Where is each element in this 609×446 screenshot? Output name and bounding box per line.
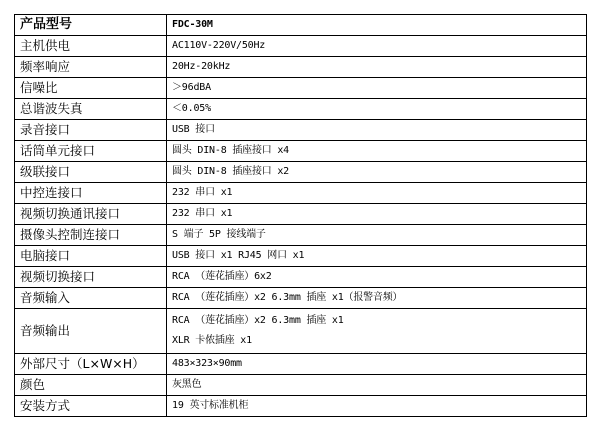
table-row-audio-output <box>15 309 587 354</box>
row-value-multiline <box>167 309 587 354</box>
row-label: 视频切换接口 <box>15 267 167 288</box>
row-value: ＞96dBA <box>167 78 587 99</box>
row-label: 录音接口 <box>15 120 167 141</box>
table-row <box>15 57 587 78</box>
row-value: USB 接口 x1 RJ45 网口 x1 <box>167 246 587 267</box>
table-row <box>15 225 587 246</box>
row-value: 232 串口 x1 <box>167 204 587 225</box>
table-row <box>15 204 587 225</box>
table-row <box>15 183 587 204</box>
row-value: 232 串口 x1 <box>167 183 587 204</box>
header-value: FDC-30M <box>167 15 587 36</box>
row-value: ＜0.05% <box>167 99 587 120</box>
row-label: 外部尺寸（L×W×H） <box>15 354 167 375</box>
table-row <box>15 396 587 417</box>
header-row <box>15 15 587 36</box>
row-label: 信噪比 <box>15 78 167 99</box>
table-row <box>15 288 587 309</box>
table-row <box>15 141 587 162</box>
row-label: 音频输入 <box>15 288 167 309</box>
row-label: 频率响应 <box>15 57 167 78</box>
row-value: RCA （莲花插座）6x2 <box>167 267 587 288</box>
table-row <box>15 99 587 120</box>
spec-table <box>14 14 587 417</box>
row-label: 音频输出 <box>15 309 167 354</box>
row-value: 20Hz-20kHz <box>167 57 587 78</box>
table-row <box>15 267 587 288</box>
row-label: 级联接口 <box>15 162 167 183</box>
table-row <box>15 375 587 396</box>
row-value: S 端子 5P 接线端子 <box>167 225 587 246</box>
row-value: 圆头 DIN-8 插座接口 x2 <box>167 162 587 183</box>
table-row <box>15 78 587 99</box>
row-value: 483×323×90mm <box>167 354 587 375</box>
table-row <box>15 162 587 183</box>
row-label: 视频切换通讯接口 <box>15 204 167 225</box>
row-value: 灰黑色 <box>167 375 587 396</box>
row-label: 电脑接口 <box>15 246 167 267</box>
row-label: 颜色 <box>15 375 167 396</box>
table-row <box>15 246 587 267</box>
table-row <box>15 120 587 141</box>
row-value: 19 英寸标准机柜 <box>167 396 587 417</box>
row-label: 总谐波失真 <box>15 99 167 120</box>
row-label: 主机供电 <box>15 36 167 57</box>
row-label: 中控连接口 <box>15 183 167 204</box>
row-label: 话筒单元接口 <box>15 141 167 162</box>
row-value-line: XLR 卡侬插座 x1 <box>172 335 252 346</box>
row-label: 摄像头控制连接口 <box>15 225 167 246</box>
row-value: 圆头 DIN-8 插座接口 x4 <box>167 141 587 162</box>
row-value: RCA （莲花插座）x2 6.3mm 插座 x1（报警音频） <box>167 288 587 309</box>
header-label: 产品型号 <box>15 15 167 36</box>
row-value: USB 接口 <box>167 120 587 141</box>
table-row <box>15 354 587 375</box>
row-label: 安装方式 <box>15 396 167 417</box>
table-row <box>15 36 587 57</box>
row-value-line: RCA （莲花插座）x2 6.3mm 插座 x1 <box>172 315 344 326</box>
row-value: AC110V-220V/50Hz <box>167 36 587 57</box>
